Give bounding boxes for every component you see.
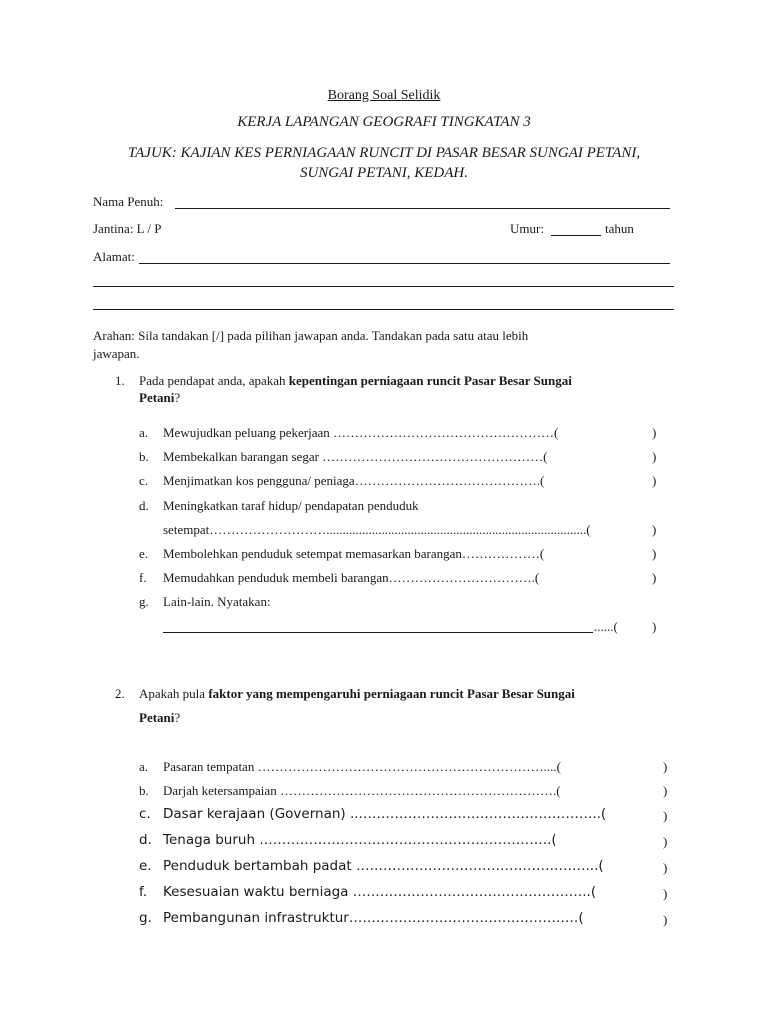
q1-text-end: ? <box>174 390 181 405</box>
q1-option-checkbox[interactable]: ) <box>652 425 657 440</box>
q1-option-letter: d. <box>139 498 149 513</box>
q2-text-plain: Apakah pula <box>139 686 209 701</box>
q1-option-text: Meningkatkan taraf hidup/ pendapatan penduduk <box>163 498 419 513</box>
q2-option-text: Tenaga buruh ………………………………………………………..( <box>163 832 557 848</box>
q2-option-checkbox[interactable]: ) <box>663 834 668 849</box>
address-input-line-2[interactable] <box>93 286 674 287</box>
age-unit: tahun <box>605 221 634 236</box>
q2-option-text: Dasar kerajaan (Governan) ...……………………………………………..( <box>163 806 607 822</box>
instructions-line-1: Arahan: Sila tandakan [/] pada pilihan jawapan anda. Tandakan pada satu atau lebih <box>93 328 529 343</box>
q1-option-checkbox[interactable]: ) <box>652 522 657 537</box>
q1-specify-tail: ......( <box>594 619 618 634</box>
address-label: Alamat: <box>93 249 135 264</box>
gender-label: Jantina: L / P <box>93 221 162 236</box>
q2-option-checkbox[interactable]: ) <box>663 759 668 774</box>
q1-option-letter: f. <box>139 570 147 585</box>
q1-option-checkbox[interactable]: ) <box>652 570 657 585</box>
q1-option-checkbox[interactable]: ) <box>652 619 657 634</box>
q2-option-letter: e. <box>139 858 152 874</box>
q1-option-text: Mewujudkan peluang pekerjaan ……………………………………………( <box>163 425 559 440</box>
instructions-line-2: jawapan. <box>93 346 140 361</box>
q1-option-checkbox[interactable]: ) <box>652 473 657 488</box>
q1-option-letter: b. <box>139 449 149 464</box>
form-title: Borang Soal Selidik <box>327 88 441 103</box>
q1-text-line-2 <box>139 390 180 406</box>
q2-option-checkbox[interactable]: ) <box>663 912 668 927</box>
topic-line-1: TAJUK: KAJIAN KES PERNIAGAAN RUNCIT DI PASAR BESAR SUNGAI PETANI, <box>127 145 641 161</box>
q1-option-text: Memudahkan penduduk membeli barangan…………………………….( <box>163 570 540 585</box>
q2-option-letter: f. <box>139 884 148 900</box>
address-input-line-3[interactable] <box>93 309 674 310</box>
age-input-line[interactable] <box>551 235 601 236</box>
q2-option-text: Pembangunan infrastruktur……………………………………………( <box>163 910 584 926</box>
topic-line-2: SUNGAI PETANI, KEDAH. <box>299 165 469 181</box>
q2-option-checkbox[interactable]: ) <box>663 860 668 875</box>
q2-number: 2. <box>115 686 125 701</box>
name-input-line[interactable] <box>175 208 670 209</box>
q1-specify-input-line[interactable] <box>163 632 593 633</box>
q2-text-end: ? <box>174 710 181 725</box>
q2-option-checkbox[interactable]: ) <box>663 783 668 798</box>
q1-text-bold-2: Petani <box>139 390 175 405</box>
address-input-line-1[interactable] <box>139 263 670 264</box>
name-label: Nama Penuh: <box>93 194 164 209</box>
q1-number: 1. <box>115 373 125 388</box>
q2-option-letter: a. <box>139 759 149 774</box>
q2-option-letter: d. <box>139 832 152 848</box>
q2-option-letter: b. <box>139 783 149 798</box>
q2-option-letter: c. <box>139 806 151 822</box>
q2-text-bold-2: Petani <box>139 710 175 725</box>
q1-text-line-1 <box>139 373 572 389</box>
q1-option-text: Lain-lain. Nyatakan: <box>163 594 271 609</box>
q1-option-letter: c. <box>139 473 149 488</box>
q1-text-plain: Pada pendapat anda, apakah <box>139 373 289 388</box>
q2-option-text: Penduduk bertambah padat ……………………………………………...( <box>163 858 604 874</box>
q1-option-text: Membolehkan penduduk setempat memasarkan barangan………………( <box>163 546 545 561</box>
q2-text-bold: faktor yang mempengaruhi perniagaan runcit Pasar Besar Sungai <box>208 686 575 701</box>
q1-option-text-cont: setempat………………………................................................................................( <box>163 522 591 537</box>
q2-option-text: Kesesuaian waktu berniaga ……………………………………………..( <box>163 884 597 900</box>
q1-option-checkbox[interactable]: ) <box>652 546 657 561</box>
q1-option-letter: a. <box>139 425 149 440</box>
q2-option-letter: g. <box>139 910 152 926</box>
q2-option-checkbox[interactable]: ) <box>663 886 668 901</box>
q1-text-bold: kepentingan perniagaan runcit Pasar Besar Sungai <box>288 373 572 388</box>
q2-text-line-2 <box>139 710 180 726</box>
q2-text-line-1 <box>139 686 575 702</box>
q1-option-text: Membekalkan barangan segar ……………………………………………( <box>163 449 548 464</box>
q1-option-checkbox[interactable]: ) <box>652 449 657 464</box>
q2-option-text: Darjah ketersampaian ……………………………………………………….( <box>163 783 561 798</box>
q2-option-checkbox[interactable]: ) <box>663 808 668 823</box>
age-label: Umur: <box>510 221 544 236</box>
q1-option-text: Menjimatkan kos pengguna/ peniaga…………………………………….( <box>163 473 545 488</box>
q1-option-letter: g. <box>139 594 149 609</box>
q1-option-letter: e. <box>139 546 149 561</box>
form-subtitle: KERJA LAPANGAN GEOGRAFI TINGKATAN 3 <box>237 114 531 130</box>
q2-option-text: Pasaran tempatan …………………………………………………………....( <box>163 759 561 774</box>
